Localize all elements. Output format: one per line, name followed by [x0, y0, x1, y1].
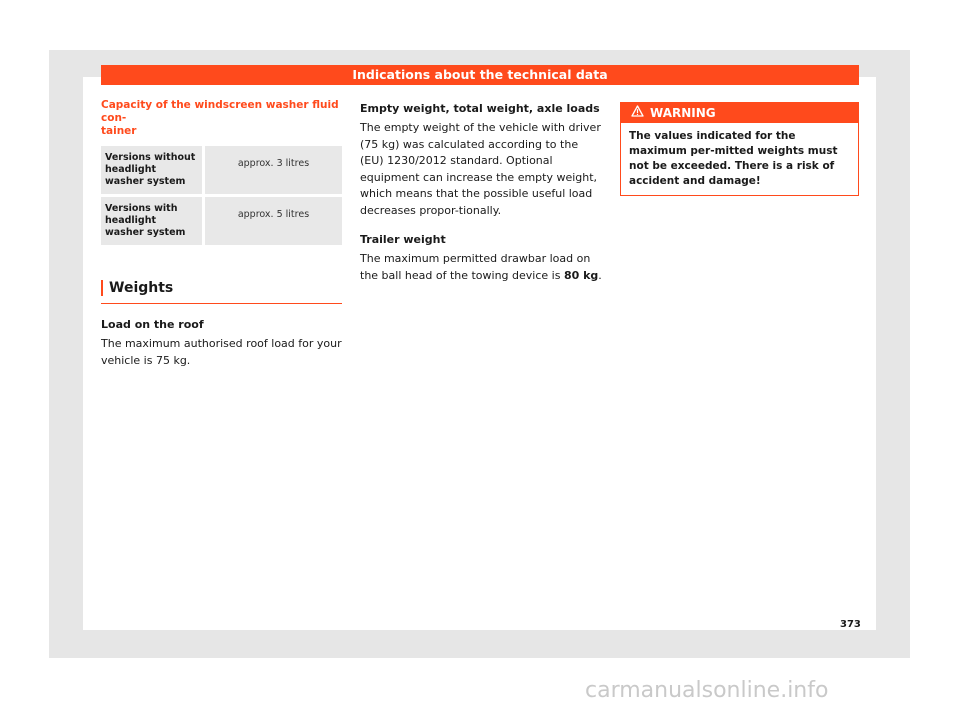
table-row: [101, 146, 342, 196]
empty-weight-text: The empty weight of the vehicle with driver (75 kg) was calculated according to the (EU) 1230/2012 standard. Optional equipment can increase the empty weight, which means that the possible useful load decreases propor-tionally.: [360, 121, 601, 217]
trailer-text-before: The maximum permitted drawbar load on the ball head of the towing device is: [360, 252, 591, 282]
column-left: [101, 99, 342, 369]
weights-heading: [101, 280, 342, 304]
roof-load-title: Load on the roof: [101, 318, 204, 331]
weights-heading-text: Weights: [109, 280, 174, 296]
trailer-weight-title: Trailer weight: [360, 233, 446, 246]
table-row: [101, 196, 342, 247]
warning-text: The values indicated for the maximum per-mitted weights must not be exceeded. There is a risk of accident and damage!: [629, 130, 838, 187]
page-number: 373: [840, 619, 861, 630]
trailer-value: 80 kg: [563, 268, 599, 282]
table-cell-value: approx. 5 litres: [204, 196, 343, 247]
washer-capacity-title: [101, 99, 342, 138]
washer-title-text: Capacity of the windscreen washer fluid con- tainer: [101, 99, 339, 137]
trailer-text-after: .: [598, 268, 602, 282]
column-middle: [360, 102, 602, 284]
table-cell-label: Versions without headlight washer system: [101, 146, 204, 196]
heading-accent-bar: [101, 280, 103, 296]
trailer-weight-text: [360, 251, 602, 284]
washer-capacity-table: [101, 146, 342, 248]
column-right: [620, 102, 859, 196]
empty-weight-title: Empty weight, total weight, axle loads: [360, 102, 600, 115]
warning-label: WARNING: [650, 106, 716, 120]
watermark-text: carmanualsonline.info: [585, 678, 829, 703]
table-cell-value: approx. 3 litres: [204, 146, 343, 196]
roof-load-text: The maximum authorised roof load for your vehicle is 75 kg.: [101, 337, 342, 367]
warning-box: [620, 102, 859, 196]
warning-triangle-icon: [631, 103, 644, 123]
table-cell-label: Versions with headlight washer system: [101, 196, 204, 247]
warning-header: [621, 103, 858, 123]
page-header: Indications about the technical data: [101, 65, 859, 85]
